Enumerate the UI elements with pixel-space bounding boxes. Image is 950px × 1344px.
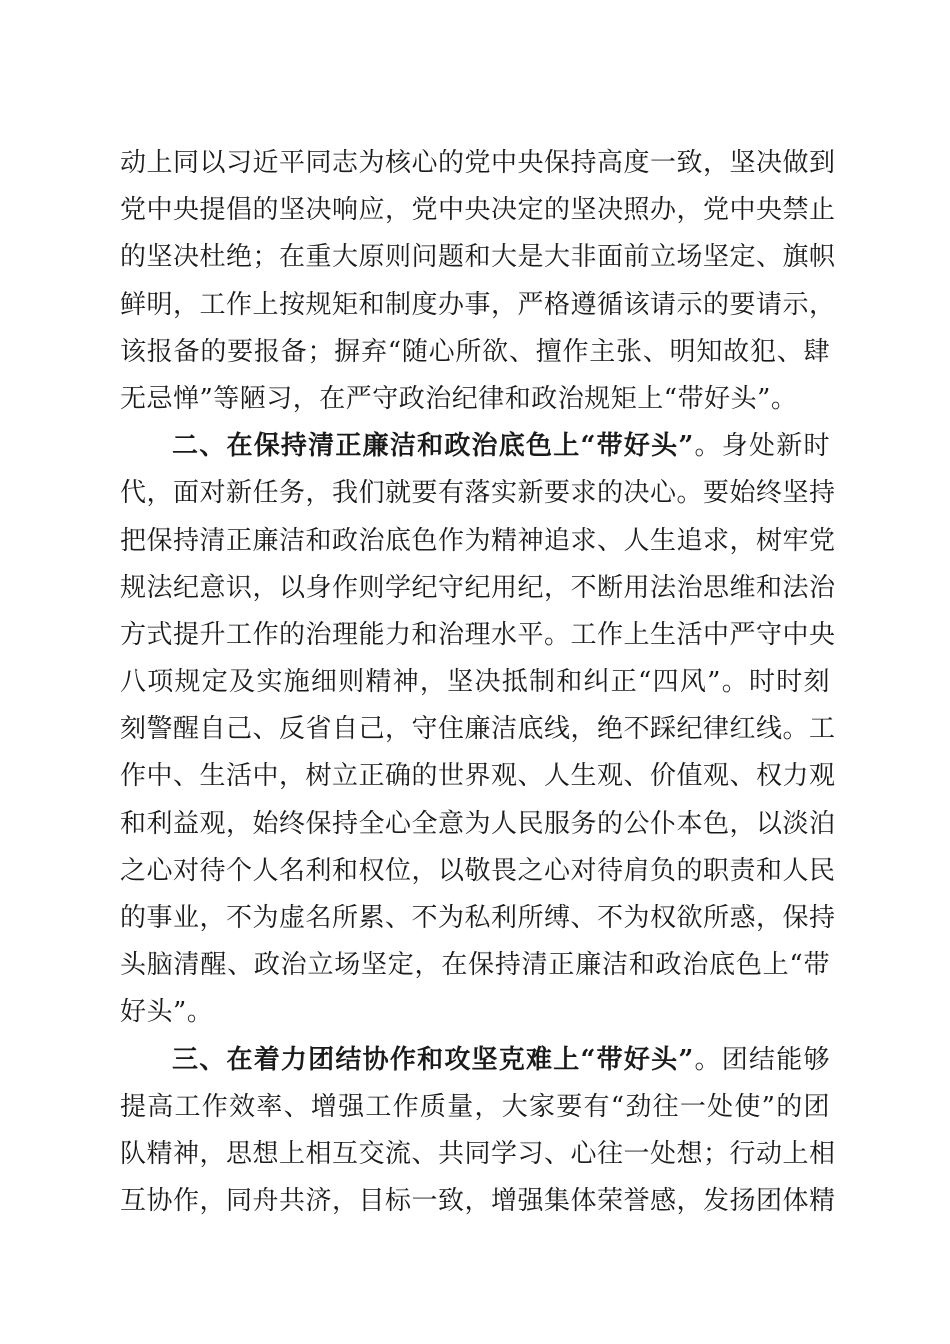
text-line: 党中央提倡的坚决响应，党中央决定的坚决照办，党中央禁止 — [120, 195, 836, 226]
text-line: 该报备的要报备；摒弃“随心所欲、擅作主张、明知故犯、肆 — [120, 336, 830, 367]
paragraph-1 — [120, 140, 836, 423]
text-line: 提高工作效率、增强工作质量，大家要有“劲往一处使”的团 — [120, 1091, 830, 1122]
text-line: 和利益观，始终保持全心全意为人民服务的公仆本色，以淡泊 — [120, 808, 836, 839]
text-line: 的坚决杜绝；在重大原则问题和大是大非面前立场坚定、旗帜 — [120, 242, 836, 273]
text-line: 动上同以习近平同志为核心的党中央保持高度一致，坚决做到 — [120, 148, 836, 178]
text-line: 代，面对新任务，我们就要有落实新要求的决心。要始终坚持 — [120, 478, 836, 509]
heading-continuation: 。团结能够 — [693, 1044, 830, 1075]
section-heading-3: 三、在着力团结协作和攻坚克难上“带好头” — [172, 1044, 694, 1075]
heading-continuation: 。身处新时 — [693, 431, 830, 462]
text-line: 互协作，同舟共济，目标一致，增强集体荣誉感，发扬团体精 — [120, 1186, 836, 1217]
text-line — [120, 1037, 830, 1084]
text-line: 作中、生活中，树立正确的世界观、人生观、价值观、权力观 — [120, 761, 836, 792]
text-line: 八项规定及实施细则精神，坚决抵制和纠正“四风”。时时刻 — [120, 667, 830, 698]
text-line: 好头”。 — [120, 997, 214, 1028]
text-line: 方式提升工作的治理能力和治理水平。工作上生活中严守中央 — [120, 619, 836, 650]
text-line — [120, 423, 830, 470]
paragraph-3 — [120, 1037, 836, 1226]
text-line: 刻警醒自己、反省自己，守住廉洁底线，绝不踩纪律红线。工 — [120, 714, 836, 745]
paragraph-2 — [120, 423, 836, 1036]
body-text — [120, 140, 836, 1225]
text-line: 鲜明，工作上按规矩和制度办事，严格遵循该请示的要请示， — [120, 289, 836, 320]
text-line: 队精神，思想上相互交流、共同学习、心往一处想；行动上相 — [120, 1138, 836, 1169]
text-line: 把保持清正廉洁和政治底色作为精神追求、人生追求，树牢党 — [120, 525, 836, 556]
text-line: 头脑清醒、政治立场坚定，在保持清正廉洁和政治底色上“带 — [120, 950, 830, 981]
text-line: 无忌惮”等陋习，在严守政治纪律和政治规矩上“带好头”。 — [120, 383, 798, 414]
section-heading-2: 二、在保持清正廉洁和政治底色上“带好头” — [172, 431, 694, 462]
text-line: 的事业，不为虚名所累、不为私利所缚、不为权欲所惑，保持 — [120, 903, 836, 933]
text-line: 规法纪意识，以身作则学纪守纪用纪，不断用法治思维和法治 — [120, 572, 836, 603]
text-line: 之心对待个人名利和权位，以敬畏之心对待肩负的职责和人民 — [120, 855, 836, 886]
